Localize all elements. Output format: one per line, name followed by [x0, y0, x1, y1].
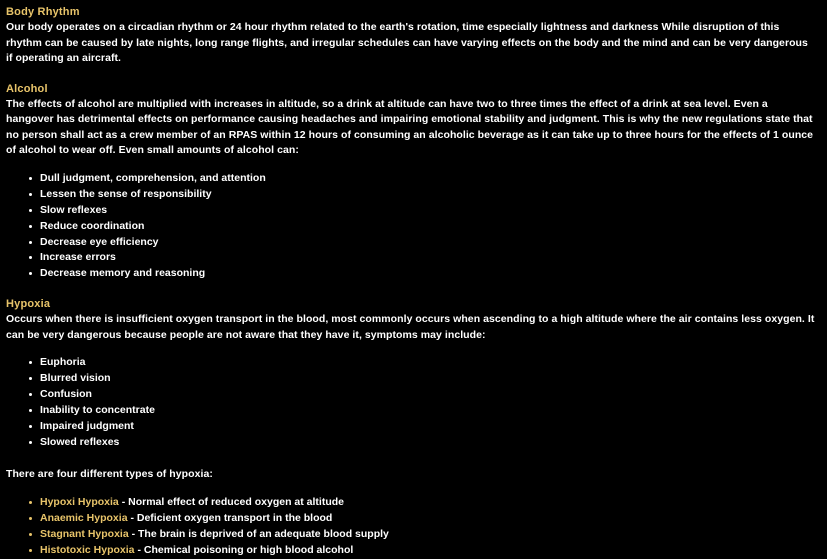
list-item: Increase errors — [40, 250, 817, 266]
hypoxia-type-term: Stagnant Hypoxia — [40, 527, 129, 540]
list-item: Decrease memory and reasoning — [40, 266, 817, 282]
list-item — [40, 495, 817, 511]
list-item: Euphoria — [40, 355, 817, 371]
section-paragraph-hypoxia: Occurs when there is insufficient oxygen transport in the blood, most commonly occurs when ascending to a high altitude where the air contains less oxygen. It can be very dangerous because people are not aware that they have it, symptoms may include: — [6, 313, 815, 341]
section-heading-hypoxia: Hypoxia — [6, 298, 51, 311]
hypoxia-type-description: - Normal effect of reduced oxygen at altitude — [118, 495, 344, 508]
section-heading-alcohol: Alcohol — [6, 82, 48, 95]
list-item: Slow reflexes — [40, 203, 817, 219]
list-item: Confusion — [40, 387, 817, 403]
hypoxia-type-term: Anaemic Hypoxia — [40, 511, 128, 524]
hypoxia-symptoms-list — [6, 355, 817, 451]
spacer — [6, 282, 817, 298]
hypoxia-type-description: - Deficient oxygen transport in the blood — [127, 511, 333, 524]
list-item — [40, 527, 817, 543]
hypoxia-type-description: - Chemical poisoning or high blood alcohol — [134, 543, 354, 556]
list-item — [40, 543, 817, 559]
list-item: Slowed reflexes — [40, 435, 817, 451]
list-item: Dull judgment, comprehension, and attention — [40, 171, 817, 187]
list-item — [40, 511, 817, 527]
section-heading-body-rhythm: Body Rhythm — [6, 6, 80, 18]
spacer — [6, 451, 817, 467]
list-item: Lessen the sense of responsibility — [40, 187, 817, 203]
list-item: Blurred vision — [40, 371, 817, 387]
list-item: Impaired judgment — [40, 419, 817, 435]
spacer — [6, 483, 817, 495]
spacer — [6, 343, 817, 355]
hypoxia-types-list — [6, 495, 817, 559]
list-item: Decrease eye efficiency — [40, 235, 817, 251]
hypoxia-types-intro: There are four different types of hypoxia: — [6, 468, 213, 481]
list-item: Inability to concentrate — [40, 403, 817, 419]
list-item: Reduce coordination — [40, 219, 817, 235]
alcohol-effects-list — [6, 171, 817, 283]
section-paragraph-body-rhythm: Our body operates on a circadian rhythm or 24 hour rhythm related to the earth's rotation, time especially lightness and darkness While disruption of this rhythm can be caused by late nights, long range flights, and irregular schedules can have varying effects on the body and the mind and can be very dangerous if operating an aircraft. — [6, 21, 808, 65]
section-paragraph-alcohol: The effects of alcohol are multiplied with increases in altitude, so a drink at altitude can have two to three times the effect of a drink at sea level. Even a hangover has detrimental effects on performance causing headaches and impairing emotional stability and judgment. This is why the new regulations state that no person shall act as a crew member of an RPAS within 12 hours of consuming an alcoholic beverage as it can take up to three hours for the effects of 1 ounce of alcohol to wear off. Even small amounts of alcohol can: — [6, 97, 814, 157]
spacer — [6, 159, 817, 171]
hypoxia-type-term: Histotoxic Hypoxia — [40, 543, 135, 556]
hypoxia-type-term: Hypoxi Hypoxia — [40, 495, 119, 508]
spacer — [6, 67, 817, 83]
hypoxia-type-description: - The brain is deprived of an adequate blood supply — [128, 527, 389, 540]
